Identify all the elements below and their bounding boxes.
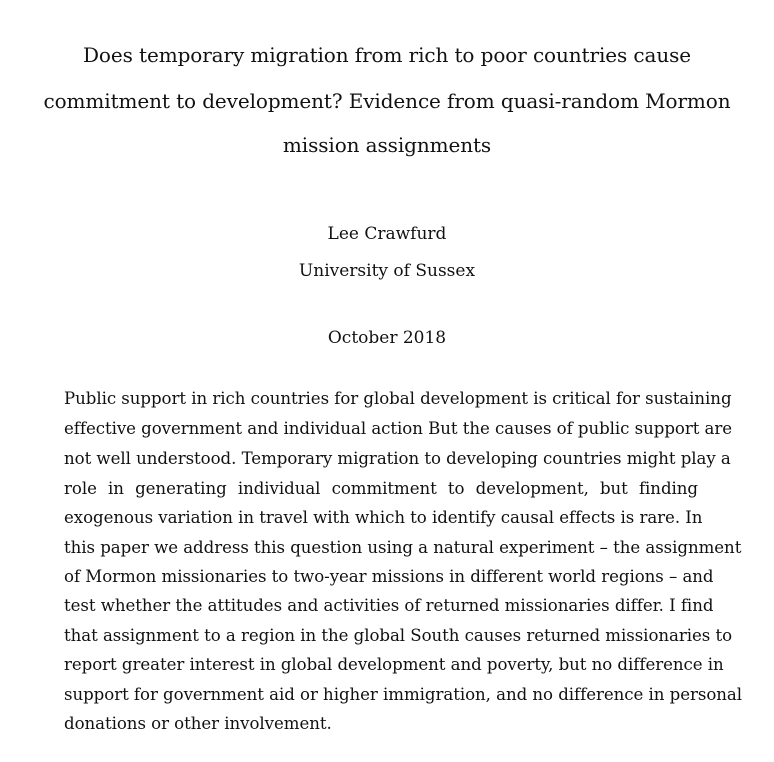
abstract-line: that assignment to a region in the global South causes returned missionaries to xyxy=(64,626,733,645)
abstract-line: donations or other involvement. xyxy=(64,714,332,733)
author-name: Lee Crawfurd xyxy=(327,224,447,244)
author-affiliation: University of Sussex xyxy=(298,261,476,281)
title-line: mission assignments xyxy=(282,133,492,157)
abstract-line: Public support in rich countries for global development is critical for sustaining xyxy=(64,389,732,408)
abstract-line: exogenous variation in travel with which to identify causal effects is rare. In xyxy=(64,508,703,527)
abstract-line: support for government aid or higher immigration, and no difference in personal xyxy=(64,685,742,704)
abstract-line: report greater interest in global development and poverty, but no difference in xyxy=(64,655,724,674)
title-line: Does temporary migration from rich to poor countries cause xyxy=(83,43,691,67)
abstract-line: not well understood. Temporary migration to developing countries might play a xyxy=(64,449,731,468)
abstract-line: test whether the attitudes and activities of returned missionaries differ. I find xyxy=(64,596,714,615)
paper-date: October 2018 xyxy=(327,328,447,348)
abstract-line: this paper we address this question using a natural experiment – the assignment xyxy=(64,538,742,557)
abstract-line: of Mormon missionaries to two-year missions in different world regions – and xyxy=(64,567,714,586)
abstract-line: effective government and individual action But the causes of public support are xyxy=(64,419,733,438)
title-line: commitment to development? Evidence from quasi-random Mormon xyxy=(43,89,731,113)
abstract-line: role in generating individual commitment to development, but finding xyxy=(64,479,698,498)
